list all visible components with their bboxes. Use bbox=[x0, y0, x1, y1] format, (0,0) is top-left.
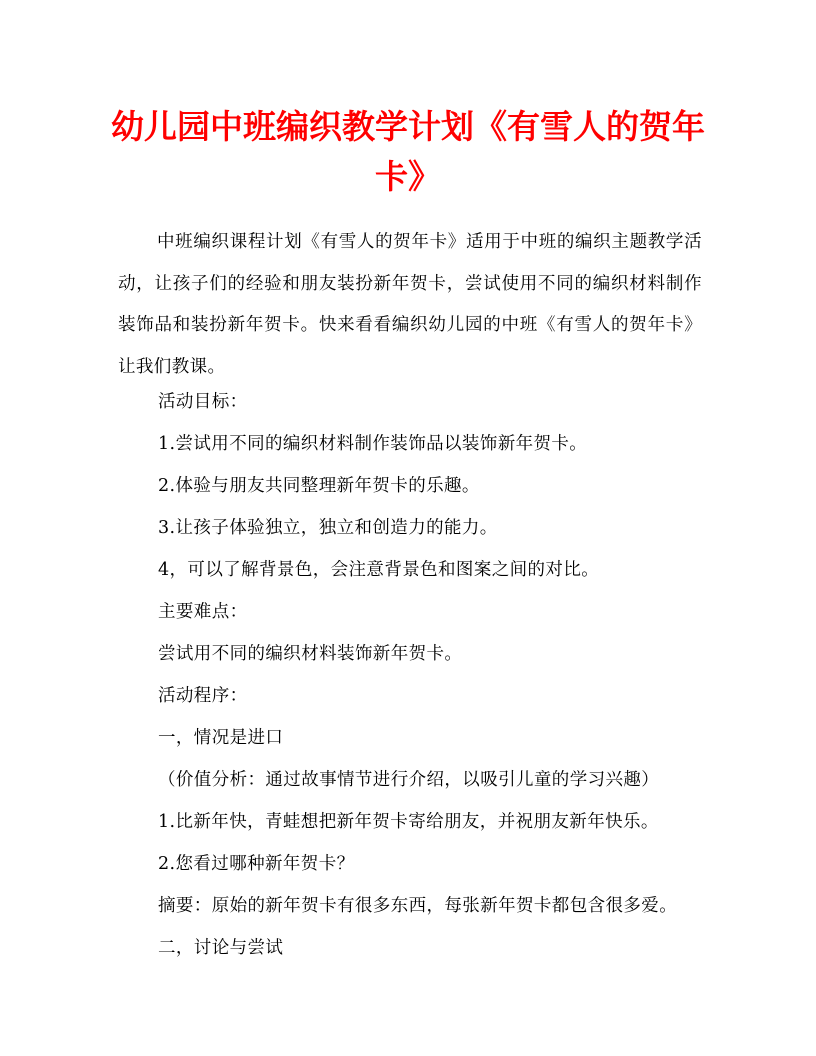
goal-item-1: 1.尝试用不同的编织材料制作装饰品以装饰新年贺卡。 bbox=[158, 434, 588, 454]
goal-item-3: 3.让孩子体验独立，独立和创造力的能力。 bbox=[158, 518, 498, 538]
summary-text: 摘要：原始的新年贺卡有很多东西，每张新年贺卡都包含很多爱。 bbox=[158, 896, 678, 916]
procedure-item-2: 2.您看过哪种新年贺卡？ bbox=[158, 854, 355, 874]
goal-item-4: 4，可以了解背景色，会注意背景色和图案之间的对比。 bbox=[158, 560, 600, 580]
section-heading-goals: 活动目标： bbox=[158, 392, 248, 412]
document-title: 幼儿园中班编织教学计划《有雪人的贺年卡》 bbox=[111, 107, 705, 196]
value-analysis-note: （价值分析：通过故事情节进行介绍，以吸引儿童的学习兴趣） bbox=[158, 770, 660, 790]
difficulty-text: 尝试用不同的编织材料装饰新年贺卡。 bbox=[158, 644, 463, 664]
procedure-step-2-heading: 二，讨论与尝试 bbox=[158, 938, 284, 958]
procedure-item-1: 1.比新年快，青蛙想把新年贺卡寄给朋友，并祝朋友新年快乐。 bbox=[158, 812, 659, 832]
section-heading-difficulty: 主要难点： bbox=[158, 602, 248, 622]
section-heading-procedure: 活动程序： bbox=[158, 686, 248, 706]
procedure-step-1-heading: 一，情况是进口 bbox=[158, 728, 284, 748]
intro-paragraph: 中班编织课程计划《有雪人的贺年卡》适用于中班的编织主题教学活动，让孩子们的经验和朋友装扮新年贺卡，尝试使用不同的编织材料制作装饰品和装扮新年贺卡。快来看看编织幼儿园的中班《有雪人的贺年卡》让我们教课。 bbox=[118, 232, 702, 377]
goal-item-2: 2.体验与朋友共同整理新年贺卡的乐趣。 bbox=[158, 476, 480, 496]
